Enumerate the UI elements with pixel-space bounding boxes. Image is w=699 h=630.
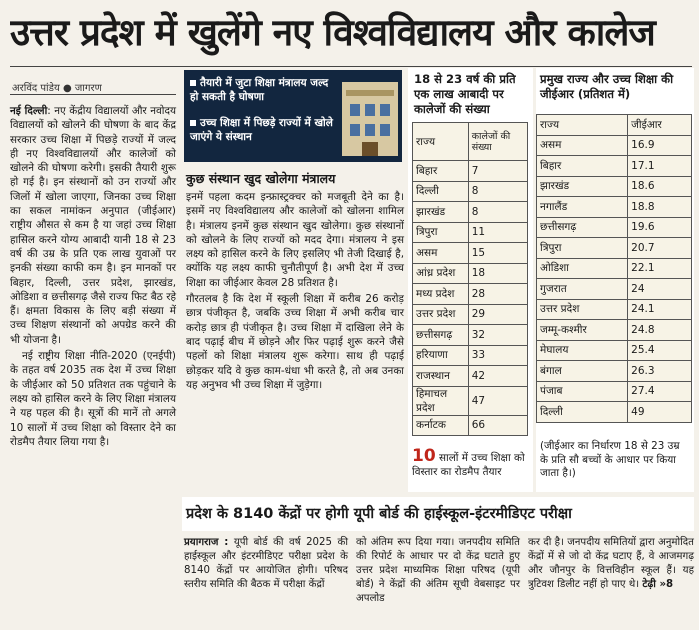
table-row: [413, 181, 528, 202]
value-cell: 25.4: [628, 340, 692, 361]
table-row: [413, 222, 528, 243]
left-text: : नए केंद्रीय विद्यालयों और नवोदय विद्यालयों को खोलने की घोषणा के बाद केंद्र सरकार उच्च शिक्षा में पिछड़े राज्यों में जल्द ही नए विश्वविद्यालयों और कालेजों को खोलने की घोषणा करेगी। इसकी तैयारी शुरू हो गई है। इन संस्थानों को उन राज्यों और जिलों में खोला जाएगा, जिनका उच्च शिक्षा का सकल नामांकन अनुपात (जीईआर) राष्ट्रीय औसत से कम है या जहां उच्च शिक्षा हासिल करने योग्य आबादी यानी 18 से 23 वर्ष की उम्र के प्रति एक लाख युवाओं पर इनकी संख्या काफी कम है। इन मानकों पर बिहार, दिल्ली, उत्तर प्रदेश, झारखंड, ओडिशा व छत्तीसगढ़ जैसे राज्य फिट बैठ रहे हैं। क्षमता विकास के लिए बड़ी संख्या में उच्च शिक्षण संस्थानों को अपग्रेड करने की भी योजना है।: [10, 105, 176, 346]
state-cell: मेघालय: [537, 340, 628, 361]
value-cell: 15: [468, 243, 527, 264]
table-row: [413, 202, 528, 223]
value-cell: 26.3: [628, 361, 692, 382]
value-cell: 47: [468, 386, 527, 415]
state-cell: पंजाब: [537, 381, 628, 402]
value-cell: 27.4: [628, 381, 692, 402]
table-row: [537, 135, 692, 156]
state-cell: मध्य प्रदेश: [413, 284, 469, 305]
table-row: [413, 366, 528, 387]
state-cell: कर्नाटक: [413, 415, 469, 436]
table-header-cell: कालेजों की संख्या: [468, 123, 527, 161]
value-cell: 24: [628, 279, 692, 300]
table1-body: [413, 161, 528, 436]
state-cell: त्रिपुरा: [413, 222, 469, 243]
table-row: [537, 320, 692, 341]
value-cell: 29: [468, 304, 527, 325]
value-cell: 20.7: [628, 238, 692, 259]
table-header-row: [537, 115, 692, 136]
value-cell: 8: [468, 202, 527, 223]
state-cell: असम: [413, 243, 469, 264]
table-row: [537, 299, 692, 320]
state-cell: बिहार: [413, 161, 469, 182]
table-header-cell: राज्य: [413, 123, 469, 161]
table-row: [537, 381, 692, 402]
table-row: [413, 386, 528, 415]
value-cell: 17.1: [628, 156, 692, 177]
dateline: नई दिल्ली: [10, 105, 48, 117]
value-cell: 33: [468, 345, 527, 366]
left-para-2: नई राष्ट्रीय शिक्षा नीति-2020 (एनईपी) के तहत वर्ष 2035 तक देश में उच्च शिक्षा के जीईआर को 50 प्रतिशत तक पहुंचाने के लक्ष्य को हासिल करने के लिए शिक्षा मंत्रालय ने यह पहल की है। सूत्रों की मानें तो अगले 10 सालों में उच्च शिक्षा को विस्तार देने का रोडमैप तैयार लिया गया है।: [10, 350, 176, 448]
table1-title: 18 से 23 वर्ष की प्रति एक लाख आबादी पर कालेजों की संख्या: [414, 72, 516, 116]
value-cell: 24.1: [628, 299, 692, 320]
state-cell: दिल्ली: [537, 402, 628, 423]
middle-para-2: गौरतलब है कि देश में स्कूली शिक्षा में करीब 26 करोड़ छात्र पंजीकृत है, जबकि उच्च शिक्षा में अभी करीब चार करोड़ छात्र ही पंजीकृत है। उच्च शिक्षा में दाखिला लेने के बाद पढ़ाई बीच में छोड़ने और फिर पढ़ाई शुरू करने जैसे पहलों को शिक्षा मंत्रालय शुरू करेगा। साथ ही पढ़ाई छोड़कर यदि वे कुछ काम-धंधा भी करते है, तो अब उनका यह अनुभव भी उच्च शिक्षा में जुड़ेगा।: [186, 293, 404, 391]
headline: उत्तर प्रदेश में खुलेंगे नए विश्वविद्यालय और कालेज: [10, 11, 655, 54]
state-cell: त्रिपुरा: [537, 238, 628, 259]
byline: अरविंद पांडेय ● जागरण: [12, 83, 102, 94]
college-count-table: [412, 122, 528, 436]
bottom-text-3: कर दी है। जनपदीय समितियों द्वारा अनुमोदित केंद्रों में से जो दो केंद्र घटाए हैं, वे आजमगढ़ और जौनपुर के वित्तविहीन स्कूल हैं। यह त्रुटिवश डिलीट नहीं हो पाए थे।: [528, 537, 694, 590]
byline-rule: [10, 94, 176, 95]
highlight-banner: [184, 70, 402, 162]
value-cell: 18.8: [628, 197, 692, 218]
table-row: [537, 340, 692, 361]
table-row: [413, 161, 528, 182]
bottom-headline: प्रदेश के 8140 केंद्रों पर होगी यूपी बोर्ड की हाईस्कूल-इंटरमीडिएट परीक्षा: [182, 497, 694, 531]
table-row: [413, 304, 528, 325]
table-row: [537, 176, 692, 197]
table-header-row: [413, 123, 528, 161]
table-row: [413, 243, 528, 264]
ger-panel: [536, 68, 694, 492]
table-row: [537, 217, 692, 238]
bottom-text-1: यूपी बोर्ड की वर्ष 2025 की हाईस्कूल और इंटरमीडिएट परीक्षा प्रदेश के 8140 केंद्रों पर आयोजित होगी। परिषद स्तरीय समिति की बैठक में परीक्षा केंद्रों: [184, 537, 348, 590]
university-building-image: [342, 82, 398, 156]
headline-rule: [10, 66, 692, 67]
value-cell: 66: [468, 415, 527, 436]
value-cell: 28: [468, 284, 527, 305]
table-row: [413, 415, 528, 436]
table-row: [537, 258, 692, 279]
table-row: [537, 197, 692, 218]
table-row: [537, 402, 692, 423]
bottom-col-3: [528, 536, 694, 592]
state-cell: उत्तर प्रदेश: [413, 304, 469, 325]
state-cell: बिहार: [537, 156, 628, 177]
table-header-cell: राज्य: [537, 115, 628, 136]
value-cell: 42: [468, 366, 527, 387]
table2-title: प्रमुख राज्य और उच्च शिक्षा की जीईआर (प्रतिशत में): [540, 72, 674, 101]
state-cell: छत्तीसगढ़: [537, 217, 628, 238]
state-cell: छत्तीसगढ़: [413, 325, 469, 346]
college-count-panel: [408, 68, 533, 492]
continued-link[interactable]: टेढ़ी »8: [642, 579, 674, 590]
table-row: [413, 325, 528, 346]
banner-line-1: [190, 76, 340, 104]
middle-subhead: कुछ संस्थान खुद खोलेगा मंत्रालय: [186, 171, 336, 186]
state-cell: उत्तर प्रदेश: [537, 299, 628, 320]
left-para-1: [10, 104, 176, 347]
state-cell: असम: [537, 135, 628, 156]
table-row: [537, 238, 692, 259]
value-cell: 24.8: [628, 320, 692, 341]
state-cell: दिल्ली: [413, 181, 469, 202]
middle-para-1: इनमें पहला कदम इन्फ्रास्ट्रक्चर को मजबूती देने का है। इसमें नए विश्वविद्यालय और कालेजों को खोलना शामिल है। मंत्रालय इनमें कुछ संस्थान खुद खोलेगा। कुछ संस्थानों को खोलने के लिए राज्यों को मदद देगा। मंत्रालय ने इस लक्ष्य को हासिल करने के लिए इसलिए भी तेजी दिखाई है, क्योंकि यह लक्ष्य काफी चुनौतीपूर्ण है। अभी देश में उच्च शिक्षा का जीईआर केवल 28 प्रतिशत है।: [186, 191, 404, 289]
table2-body: [537, 135, 692, 422]
state-cell: राजस्थान: [413, 366, 469, 387]
footnote-text: सालों में उच्च शिक्षा को विस्तार का रोडमैप तैयार: [412, 452, 525, 478]
table-row: [413, 263, 528, 284]
table-row: [537, 279, 692, 300]
value-cell: 7: [468, 161, 527, 182]
banner-text-1: तैयारी में जुटा शिक्षा मंत्रालय जल्द हो सकती है घोषणा: [190, 77, 329, 103]
ger-table: [536, 114, 692, 423]
state-cell: आंध्र प्रदेश: [413, 263, 469, 284]
state-cell: झारखंड: [537, 176, 628, 197]
table-header-cell: जीईआर: [628, 115, 692, 136]
middle-column: [186, 190, 404, 490]
table1-footnote: [412, 446, 528, 479]
state-cell: हिमाचल प्रदेश: [413, 386, 469, 415]
value-cell: 32: [468, 325, 527, 346]
bottom-col-1: [184, 536, 348, 592]
state-cell: नगालैंड: [537, 197, 628, 218]
value-cell: 16.9: [628, 135, 692, 156]
table-row: [537, 361, 692, 382]
table-row: [413, 345, 528, 366]
bullet-icon: [190, 120, 196, 126]
state-cell: गुजरात: [537, 279, 628, 300]
state-cell: ओडिशा: [537, 258, 628, 279]
value-cell: 8: [468, 181, 527, 202]
state-cell: झारखंड: [413, 202, 469, 223]
value-cell: 11: [468, 222, 527, 243]
value-cell: 22.1: [628, 258, 692, 279]
bottom-dateline: प्रयागराज :: [184, 537, 229, 548]
footnote-number: 10: [412, 446, 436, 466]
state-cell: बंगाल: [537, 361, 628, 382]
banner-text-2: उच्च शिक्षा में पिछड़े राज्यों में खोले जाएंगे ये संस्थान: [190, 117, 333, 143]
value-cell: 19.6: [628, 217, 692, 238]
state-cell: जम्मू-कश्मीर: [537, 320, 628, 341]
value-cell: 18.6: [628, 176, 692, 197]
table2-footnote: (जीईआर का निर्धारण 18 से 23 उम्र के प्रति सौ बच्चों के आधार पर किया जाता है।): [540, 440, 680, 479]
value-cell: 18: [468, 263, 527, 284]
bottom-col-2: को अंतिम रूप दिया गया। जनपदीय समिति की रिपोर्ट के आधार पर दो केंद्र घटाते हुए उत्तर प्रदेश माध्यमिक शिक्षा परिषद (यूपी बोर्ड) ने केंद्रों की अंतिम सूची वेबसाइट पर अपलोड: [356, 537, 520, 604]
banner-line-2: [190, 116, 340, 144]
left-column: [10, 104, 176, 624]
value-cell: 49: [628, 402, 692, 423]
table-row: [413, 284, 528, 305]
table-row: [537, 156, 692, 177]
bullet-icon: [190, 80, 196, 86]
state-cell: हरियाणा: [413, 345, 469, 366]
